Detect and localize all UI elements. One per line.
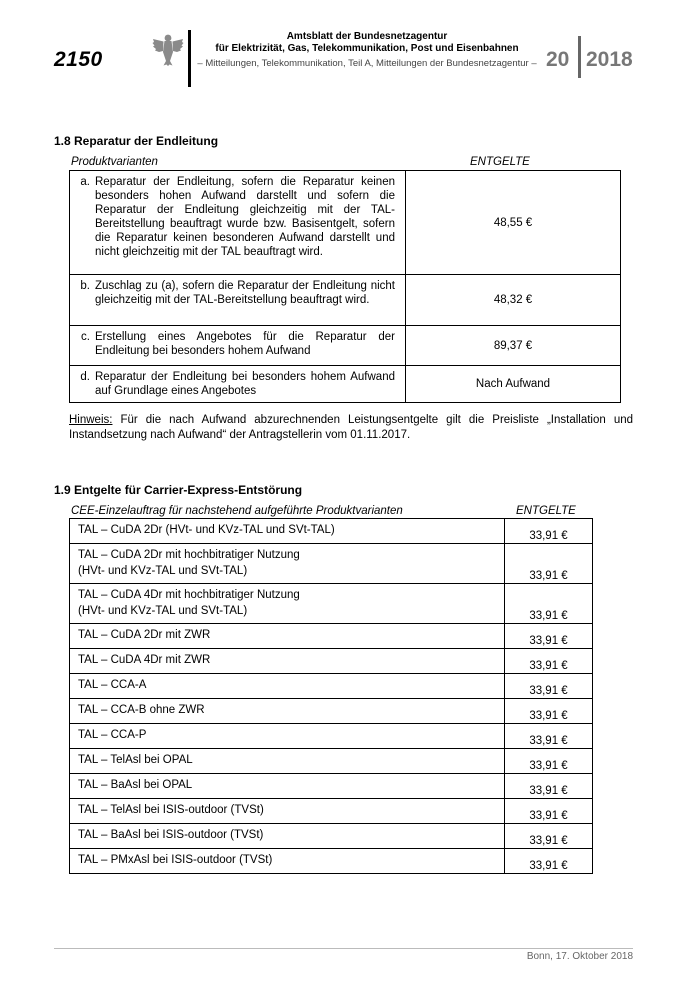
header-divider bbox=[188, 30, 191, 87]
row-label-line-1: TAL – BaAsl bei OPAL bbox=[78, 779, 193, 791]
row-label-line-1: TAL – CCA-B ohne ZWR bbox=[78, 704, 205, 716]
row-label bbox=[70, 519, 505, 544]
item-letter: b. bbox=[80, 280, 90, 292]
title-line-2: für Elektrizität, Gas, Telekommunikation, Post und Eisenbahnen bbox=[215, 43, 519, 54]
table-row bbox=[70, 749, 593, 774]
row-description bbox=[70, 171, 406, 275]
note-paragraph bbox=[69, 413, 633, 443]
row-price: 33,91 € bbox=[505, 624, 593, 649]
table-row bbox=[70, 849, 593, 874]
row-label-line-1: TAL – CCA-A bbox=[78, 679, 147, 691]
row-price: 48,55 € bbox=[406, 171, 621, 275]
footer-divider bbox=[54, 948, 633, 949]
row-label bbox=[70, 824, 505, 849]
row-label bbox=[70, 749, 505, 774]
row-label-line-1: TAL – CuDA 4Dr mit ZWR bbox=[78, 654, 211, 666]
row-label bbox=[70, 799, 505, 824]
row-label bbox=[70, 544, 505, 584]
row-label-line-2: (HVt- und KVz-TAL und SVt-TAL) bbox=[78, 605, 248, 617]
row-description bbox=[70, 275, 406, 326]
federal-eagle-icon bbox=[152, 32, 184, 66]
column-header-cee-order: CEE-Einzelauftrag für nachstehend aufgeführte Produktvarianten bbox=[71, 505, 403, 517]
row-label bbox=[70, 724, 505, 749]
row-label bbox=[70, 699, 505, 724]
footer-date: Bonn, 17. Oktober 2018 bbox=[526, 951, 633, 962]
row-label-line-2: (HVt- und KVz-TAL und SVt-TAL) bbox=[78, 565, 248, 577]
item-text: Erstellung eines Angebotes für die Reparatur der Endleitung bei besonders hohem Aufwand bbox=[95, 331, 395, 357]
item-text: Reparatur der Endleitung bei besonders hohem Aufwand auf Grundlage eines Angebotes bbox=[95, 371, 395, 397]
table-row bbox=[70, 366, 621, 403]
carrier-express-fee-table bbox=[69, 518, 593, 874]
row-price: 33,91 € bbox=[505, 699, 593, 724]
issue-number: 20 bbox=[546, 48, 570, 71]
row-price: 33,91 € bbox=[505, 749, 593, 774]
issue-divider bbox=[578, 36, 581, 78]
table-row bbox=[70, 699, 593, 724]
page-number: 2150 bbox=[54, 48, 103, 71]
section-heading-repair: 1.8 Reparatur der Endleitung bbox=[54, 134, 219, 148]
row-price: 89,37 € bbox=[406, 326, 621, 366]
row-label-line-1: TAL – CuDA 2Dr (HVt- und KVz-TAL und SVt-TAL) bbox=[78, 524, 335, 536]
row-label-line-1: TAL – TelAsl bei ISIS-outdoor (TVSt) bbox=[78, 804, 264, 816]
row-price: 33,91 € bbox=[505, 674, 593, 699]
row-price: 33,91 € bbox=[505, 799, 593, 824]
row-label bbox=[70, 649, 505, 674]
publication-title bbox=[196, 31, 538, 55]
table-row bbox=[70, 774, 593, 799]
row-label-line-1: TAL – TelAsl bei OPAL bbox=[78, 754, 193, 766]
item-letter: d. bbox=[80, 371, 90, 383]
item-letter: c. bbox=[81, 331, 90, 343]
row-label bbox=[70, 674, 505, 699]
issue-year: 2018 bbox=[586, 48, 633, 71]
row-label bbox=[70, 774, 505, 799]
item-text: Reparatur der Endleitung, sofern die Reparatur keinen besonders hohen Aufwand darstellt und sofern die Reparatur der Endleitung gleichzeitig mit der TAL-Bereitstellung beauftragt wurde bzw. Basisentgelt, sofern die Reparatur keinen besonderen Aufwand darstellt und nicht gleichzeitig mit der TAL beauftragt wird. bbox=[95, 176, 395, 258]
row-label-line-1: TAL – BaAsl bei ISIS-outdoor (TVSt) bbox=[78, 829, 264, 841]
table-row bbox=[70, 624, 593, 649]
row-price: 33,91 € bbox=[505, 824, 593, 849]
row-description bbox=[70, 366, 406, 403]
column-header-fees: ENTGELTE bbox=[516, 505, 576, 517]
section-heading-carrier-express: 1.9 Entgelte für Carrier-Express-Entstörung bbox=[54, 483, 303, 497]
table-row bbox=[70, 519, 593, 544]
note-label: Hinweis: bbox=[69, 414, 113, 426]
table-row bbox=[70, 824, 593, 849]
row-description bbox=[70, 326, 406, 366]
row-price: 33,91 € bbox=[505, 774, 593, 799]
column-header-product-variants: Produktvarianten bbox=[71, 156, 158, 168]
row-label bbox=[70, 584, 505, 624]
column-header-fees: ENTGELTE bbox=[470, 156, 530, 168]
row-price: 33,91 € bbox=[505, 519, 593, 544]
table-row bbox=[70, 724, 593, 749]
table-row bbox=[70, 584, 593, 624]
row-label bbox=[70, 849, 505, 874]
row-price: 33,91 € bbox=[505, 849, 593, 874]
row-price: 33,91 € bbox=[505, 544, 593, 584]
row-price: 33,91 € bbox=[505, 649, 593, 674]
publication-subtitle: – Mitteilungen, Telekommunikation, Teil A, Mitteilungen der Bundesnetzagentur – bbox=[197, 58, 537, 69]
table-row bbox=[70, 544, 593, 584]
row-label bbox=[70, 624, 505, 649]
row-label-line-1: TAL – CuDA 2Dr mit ZWR bbox=[78, 629, 211, 641]
row-label-line-1: TAL – CCA-P bbox=[78, 729, 147, 741]
item-letter: a. bbox=[80, 176, 90, 188]
table-row bbox=[70, 674, 593, 699]
table-row bbox=[70, 799, 593, 824]
row-price: Nach Aufwand bbox=[406, 366, 621, 403]
title-line-1: Amtsblatt der Bundesnetzagentur bbox=[286, 31, 448, 42]
note-text: Für die nach Aufwand abzurechnenden Leistungsentgelte gilt die Preisliste „Installation und Instandsetzung nach Aufwand“ der Antragstellerin vom 01.11.2017. bbox=[69, 414, 633, 441]
row-price: 33,91 € bbox=[505, 584, 593, 624]
row-price: 33,91 € bbox=[505, 724, 593, 749]
table-row bbox=[70, 171, 621, 275]
row-label-line-1: TAL – CuDA 4Dr mit hochbitratiger Nutzung bbox=[78, 589, 300, 601]
row-label-line-1: TAL – PMxAsl bei ISIS-outdoor (TVSt) bbox=[78, 854, 273, 866]
table-row bbox=[70, 649, 593, 674]
repair-fee-table bbox=[69, 170, 621, 403]
table-row bbox=[70, 275, 621, 326]
row-label-line-1: TAL – CuDA 2Dr mit hochbitratiger Nutzung bbox=[78, 549, 300, 561]
item-text: Zuschlag zu (a), sofern die Reparatur der Endleitung nicht gleichzeitig mit der TAL-Bereitstellung beauftragt wird. bbox=[95, 280, 395, 306]
table-row bbox=[70, 326, 621, 366]
row-price: 48,32 € bbox=[406, 275, 621, 326]
